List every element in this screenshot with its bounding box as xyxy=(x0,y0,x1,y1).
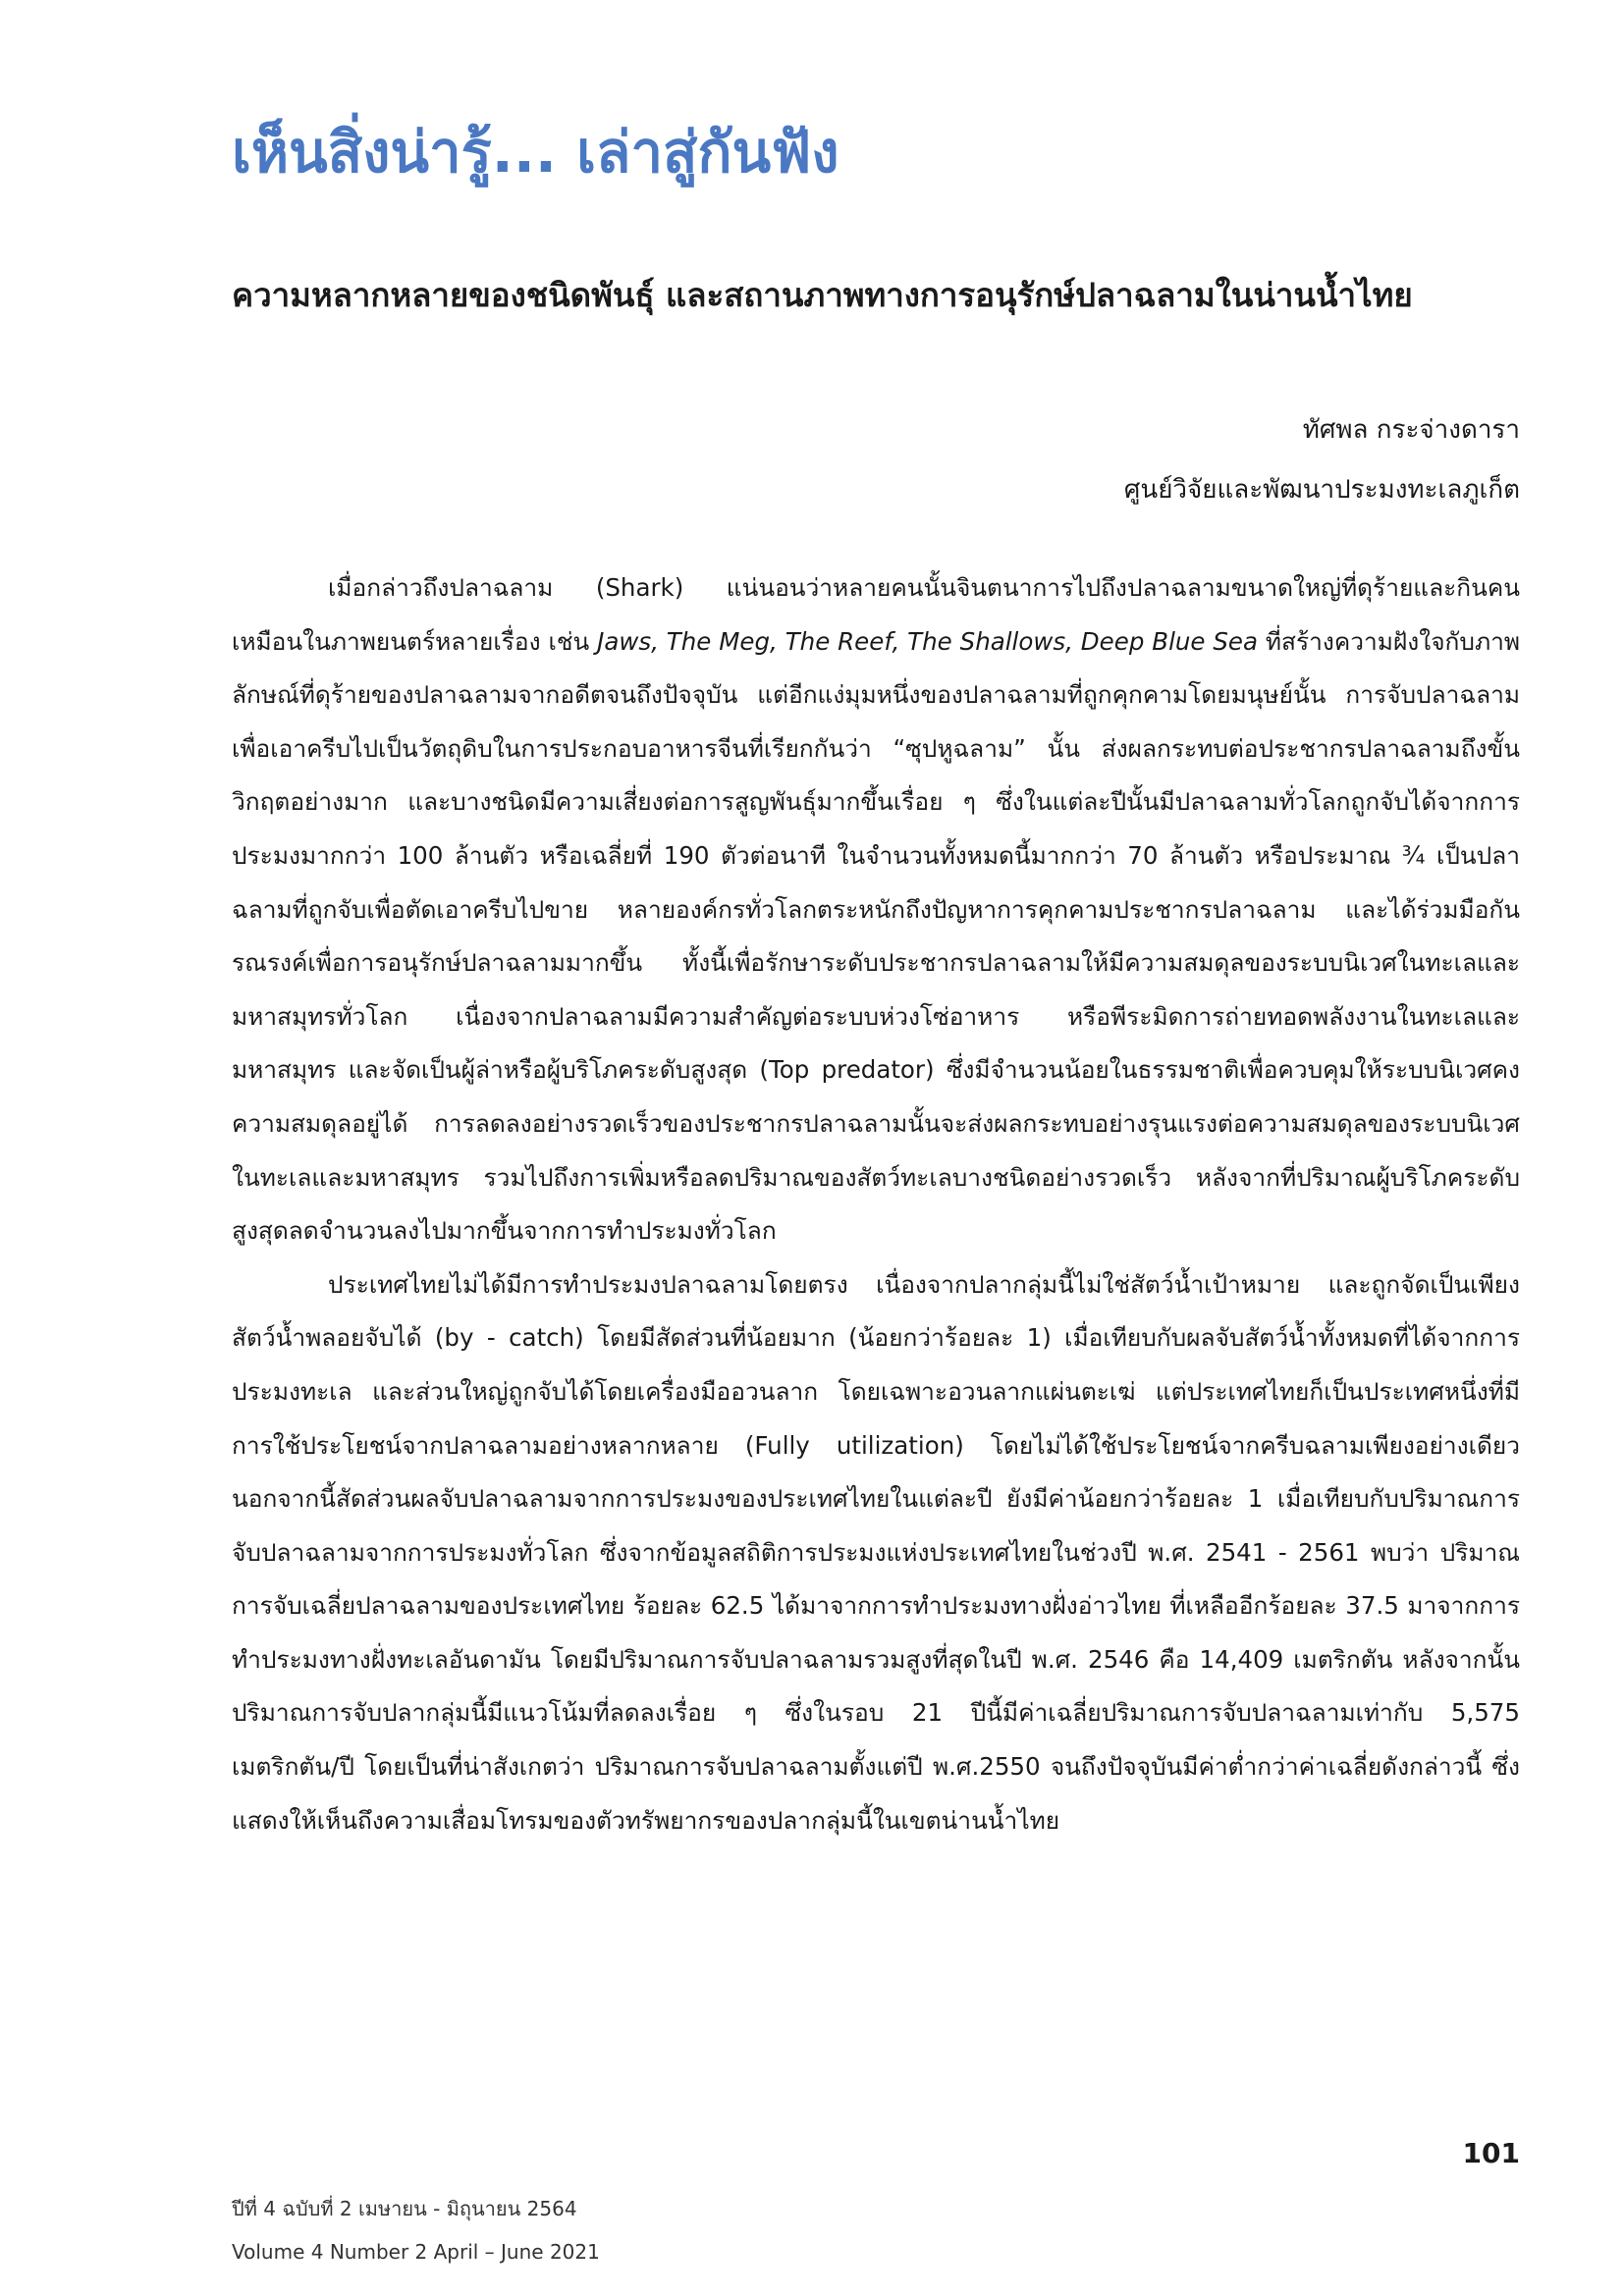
film-titles: Jaws, The Meg, The Reef, The Shallows, Deep Blue Sea xyxy=(597,626,1258,656)
paragraph-1-intro: เมื่อกล่าวถึงปลาฉลาม (Shark) แน่นอนว่าหลายคนนั้นจินตนาการไปถึงปลาฉลามขนาดใหญ่ที่ดุร้ายและกินคนเหมือนในภาพยนตร์หลายเรื่อง เช่น xyxy=(232,573,1520,656)
author-affiliation: ศูนย์วิจัยและพัฒนาประมงทะเลภูเก็ต xyxy=(1123,475,1520,505)
byline xyxy=(1124,400,1520,520)
author-name: ทัศพล กระจ่างดารา xyxy=(1302,415,1520,445)
paragraph-1 xyxy=(232,561,1520,1258)
paragraph-1-rest: ที่สร้างความฝังใจกับภาพลักษณ์ที่ดุร้ายของปลาฉลามจากอดีตจนถึงปัจจุบัน แต่อีกแง่มุมหนึ่งของปลาฉลามที่ถูกคุกคามโดยมนุษย์นั้น การจับปลาฉลามเพื่อเอาครีบไปเป็นวัตถุดิบในการประกอบอาหารจีนที่เรียกกันว่า “ซุปหูฉลาม” นั้น ส่งผลกระทบต่อประชากรปลาฉลามถึงขั้นวิกฤตอย่างมาก และบางชนิดมีความเสี่ยงต่อการสูญพันธุ์มากขึ้นเรื่อย ๆ ซึ่งในแต่ละปีนั้นมีปลาฉลามทั่วโลกถูกจับได้จากการประมงมากกว่า 100 ล้านตัว หรือเฉลี่ยที่ 190 ตัวต่อนาที ในจำนวนทั้งหมดนี้มากกว่า 70 ล้านตัว หรือประมาณ ¾ เป็นปลาฉลามที่ถูกจับเพื่อตัดเอาครีบไปขาย หลายองค์กรทั่วโลกตระหนักถึงปัญหาการคุกคามประชากรปลาฉลาม และได้ร่วมมือกันรณรงค์เพื่อการอนุรักษ์ปลาฉลามมากขึ้น ทั้งนี้เพื่อรักษาระดับประชากรปลาฉลามให้มีความสมดุลของระบบนิเวศในทะเลและมหาสมุทรทั่วโลก เนื่องจากปลาฉลามมีความสำคัญต่อระบบห่วงโซ่อาหาร หรือพีระมิดการถ่ายทอดพลังงานในทะเลและมหาสมุทร และจัดเป็นผู้ล่าหรือผู้บริโภคระดับสูงสุด (Top predator) ซึ่งมีจำนวนน้อยในธรรมชาติเพื่อควบคุมให้ระบบนิเวศคงความสมดุลอยู่ได้ การลดลงอย่างรวดเร็วของประชากรปลาฉลามนั้นจะส่งผลกระทบอย่างรุนแรงต่อความสมดุลของระบบนิเวศในทะเลและมหาสมุทร รวมไปถึงการเพิ่มหรือลดปริมาณของสัตว์ทะเลบางชนิดอย่างรวดเร็ว หลังจากที่ปริมาณผู้บริโภคระดับสูงสุดลดจำนวนลงไปมากขึ้นจากการทำประมงทั่วโลก xyxy=(232,626,1521,1246)
footer-issue-english: Volume 4 Number 2 April – June 2021 xyxy=(232,2240,600,2264)
paragraph-2: ประเทศไทยไม่ได้มีการทำประมงปลาฉลามโดยตรง เนื่องจากปลากลุ่มนี้ไม่ใช่สัตว์น้ำเป้าหมาย และถูกจัดเป็นเพียงสัตว์น้ำพลอยจับได้ (by - catch) โดยมีสัดส่วนที่น้อยมาก (น้อยกว่าร้อยละ 1) เมื่อเทียบกับผลจับสัตว์น้ำทั้งหมดที่ได้จากการประมงทะเล และส่วนใหญ่ถูกจับได้โดยเครื่องมืออวนลาก โดยเฉพาะอวนลากแผ่นตะเฆ่ แต่ประเทศไทยก็เป็นประเทศหนึ่งที่มีการใช้ประโยชน์จากปลาฉลามอย่างหลากหลาย (Fully utilization) โดยไม่ได้ใช้ประโยชน์จากครีบฉลามเพียงอย่างเดียว นอกจากนี้สัดส่วนผลจับปลาฉลามจากการประมงของประเทศไทยในแต่ละปี ยังมีค่าน้อยกว่าร้อยละ 1 เมื่อเทียบกับปริมาณการจับปลาฉลามจากการประมงทั่วโลก ซึ่งจากข้อมูลสถิติการประมงแห่งประเทศไทยในช่วงปี พ.ศ. 2541 - 2561 พบว่า ปริมาณการจับเฉลี่ยปลาฉลามของประเทศไทย ร้อยละ 62.5 ได้มาจากการทำประมงทางฝั่งอ่าวไทย ที่เหลืออีกร้อยละ 37.5 มาจากการทำประมงทางฝั่งทะเลอันดามัน โดยมีปริมาณการจับปลาฉลามรวมสูงที่สุดในปี พ.ศ. 2546 คือ 14,409 เมตริกตัน หลังจากนั้นปริมาณการจับปลากลุ่มนี้มีแนวโน้มที่ลดลงเรื่อย ๆ ซึ่งในรอบ 21 ปีนี้มีค่าเฉลี่ยปริมาณการจับปลาฉลามเท่ากับ 5,575 เมตริกตัน/ปี โดยเป็นที่น่าสังเกตว่า ปริมาณการจับปลาฉลามตั้งแต่ปี พ.ศ.2550 จนถึงปัจจุบันมีค่าต่ำกว่าค่าเฉลี่ยดังกล่าวนี้ ซึ่งแสดงให้เห็นถึงความเสื่อมโทรมของตัวทรัพยากรของปลากลุ่มนี้ในเขตน่านน้ำไทย xyxy=(232,1269,1520,1835)
article-title: ความหลากหลายของชนิดพันธุ์ และสถานภาพทางการอนุรักษ์ปลาฉลามในน่านน้ำไทย xyxy=(232,276,1413,314)
section-title: เห็นสิ่งน่ารู้... เล่าสู่กันฟัง xyxy=(232,119,839,186)
footer-issue-thai: ปีที่ 4 ฉบับที่ 2 เมษายน - มิถุนายน 2564 xyxy=(232,2197,577,2220)
article-body xyxy=(232,561,1520,1847)
footer xyxy=(232,2187,600,2273)
page-number: 101 xyxy=(1462,2137,1520,2169)
